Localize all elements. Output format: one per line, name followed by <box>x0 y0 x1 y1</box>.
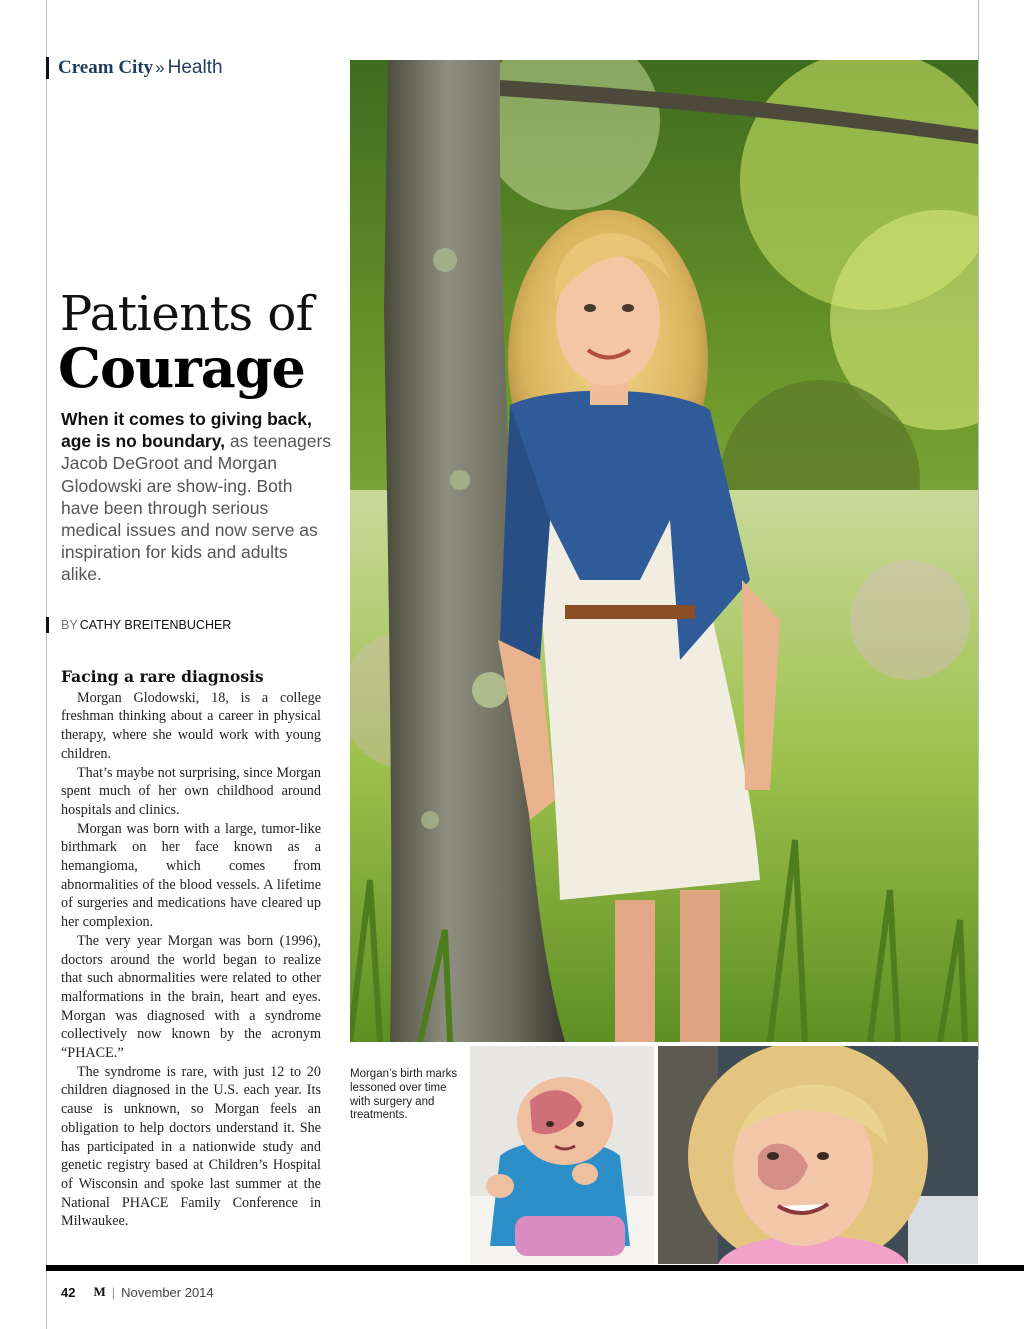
deck-lead: When it comes to giving back, age is no boundary, <box>61 409 312 452</box>
main-photo-illustration <box>350 60 978 1042</box>
section-name: Cream City <box>58 57 154 78</box>
byline-author: CATHY BREITENBUCHER <box>79 618 232 632</box>
headline-line-2: Courage <box>58 336 305 400</box>
article-paragraph: That’s maybe not surprising, since Morgan spent much of her own childhood around hospitals and clinics. <box>61 764 321 818</box>
toddler-photo-illustration <box>658 1046 978 1264</box>
section-separator: » <box>155 58 165 77</box>
footer-rule <box>46 1265 1024 1271</box>
byline-label: BY <box>61 618 78 632</box>
headline-line-1: Patients of <box>60 286 314 342</box>
deck-summary <box>61 408 333 586</box>
subsection-name: Health <box>167 57 223 78</box>
article-paragraph: The syndrome is rare, with just 12 to 20 children diagnosed in the U.S. each year. Its cause is unknown, so Morgan feels an obligation to help doctors understand it. She has participated in a nationwide study and genetic registry based at Children’s Hospital of Wisconsin and spoke last summer at the National PHACE Family Conference in Milwaukee. <box>61 1063 321 1230</box>
magazine-logo-mark: M <box>93 1284 106 1299</box>
inset-photo-baby <box>470 1046 654 1264</box>
photo-caption: Morgan’s birth marks lessoned over time with surgery and treatments. <box>350 1068 458 1122</box>
main-photo-girl-by-tree <box>350 60 978 1042</box>
right-margin-rule <box>978 0 979 1060</box>
section-marker-bar <box>46 57 49 79</box>
article-body <box>61 668 321 1231</box>
baby-photo-illustration <box>470 1046 654 1264</box>
page-number: 42 <box>61 1284 76 1300</box>
byline <box>46 616 231 634</box>
footer-separator: | <box>111 1284 116 1300</box>
page-footer <box>61 1284 214 1300</box>
article-subhead: Facing a rare diagnosis <box>61 667 264 686</box>
article-paragraph: Morgan Glodowski, 18, is a college freshman thinking about a career in physical therapy, where she would work with young children. <box>61 689 321 762</box>
byline-marker-bar <box>46 617 49 633</box>
left-margin-rule <box>46 0 47 1329</box>
deck-body: as teenagers Jacob DeGroot and Morgan Glodowski are show-ing. Both have been through serious medical issues and now serve as inspiration for kids and adults alike. <box>61 431 332 585</box>
article-paragraph: The very year Morgan was born (1996), doctors around the world began to realize that such abnormalities were related to other malformations in the brain, heart and eyes. Morgan was diagnosed with a syndrome collectively now known by the acronym “PHACE.” <box>61 932 321 1062</box>
article-paragraph: Morgan was born with a large, tumor-like birthmark on her face known as a hemangioma, which comes from abnormalities of the blood vessels. A lifetime of surgeries and medications have cleared up her complexion. <box>61 820 321 931</box>
issue-date: November 2014 <box>121 1284 214 1300</box>
inset-photo-toddler <box>658 1046 978 1264</box>
section-header <box>46 56 223 80</box>
